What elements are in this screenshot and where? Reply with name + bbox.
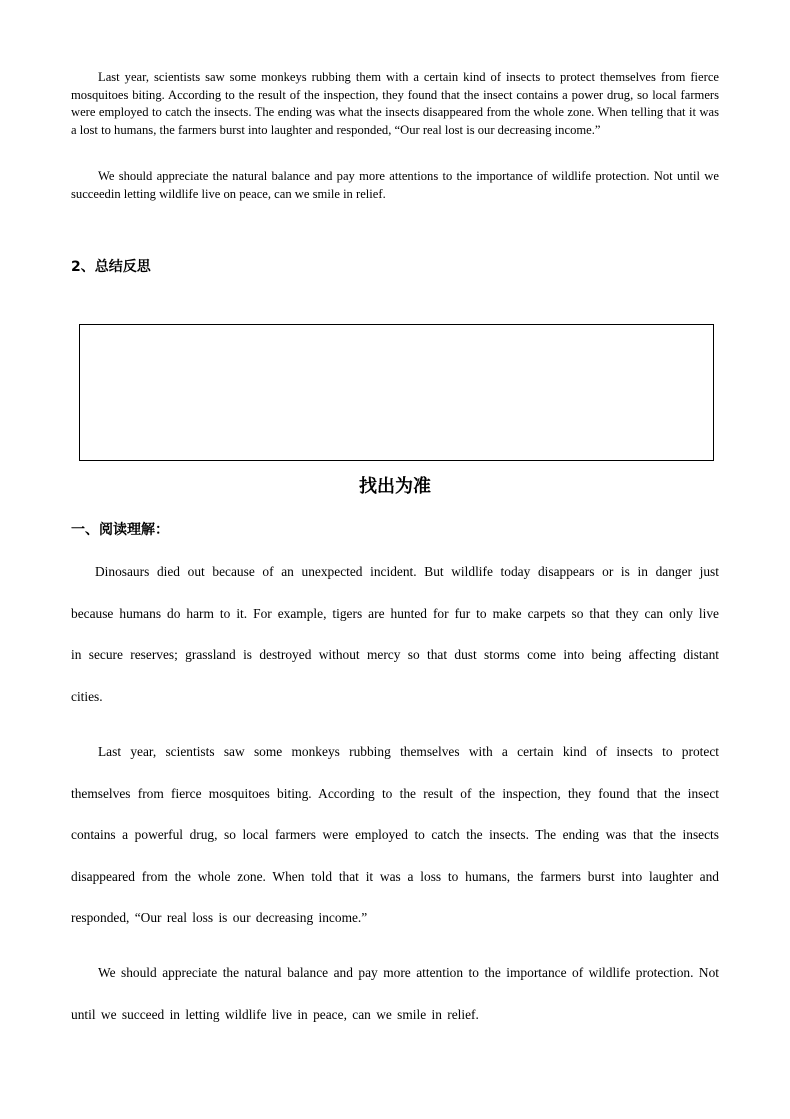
reading-passage-paragraph-2: Last year, scientists saw some monkeys rubbing themselves with a certain kind of insects to protect themselves from fierce mosquitoes biting. According to the result of the inspection, they found that the insect contains a powerful drug, so local farmers were employed to catch the insects. The ending was that the insects disappeared from the whole zone. When told that it was a loss to humans, the farmers burst into laughter and responded, “Our real loss is our decreasing income.” [71,744,719,926]
summary-answer-box[interactable] [79,324,714,461]
section-title: 找出为准 [359,476,431,497]
top-passage-paragraph-1: Last year, scientists saw some monkeys rubbing them with a certain kind of insects to protect themselves from fierce mosquitoes biting. According to the result of the inspection, they found that the insect contains a power drug, so local farmers were employed to catch the insects. The ending was what the insects disappeared from the whole zone. When telling that it was a lost to humans, the farmers burst into laughter and responded, “Our real lost is our decreasing income.” [71,70,719,137]
reading-passage-paragraph-1: Dinosaurs died out because of an unexpected incident. But wildlife today disappears or is in danger just because humans do harm to it. For example, tigers are hunted for fur to make carpets so that they can only live in secure reserves; grassland is destroyed without mercy so that dust storms come into being affecting distant cities. [71,564,719,704]
summary-heading: 2、总结反思 [71,259,151,275]
reading-comprehension-heading: 一、阅读理解： [71,522,169,538]
reading-passage-paragraph-3: We should appreciate the natural balance and pay more attention to the importance of wildlife protection. Not until we succeed in letting wildlife live in peace, can we smile in relief. [71,965,719,1022]
top-passage-paragraph-2: We should appreciate the natural balance and pay more attentions to the importance of wildlife protection. Not until we succeedin letting wildlife live on peace, can we smile in relief. [71,169,719,201]
